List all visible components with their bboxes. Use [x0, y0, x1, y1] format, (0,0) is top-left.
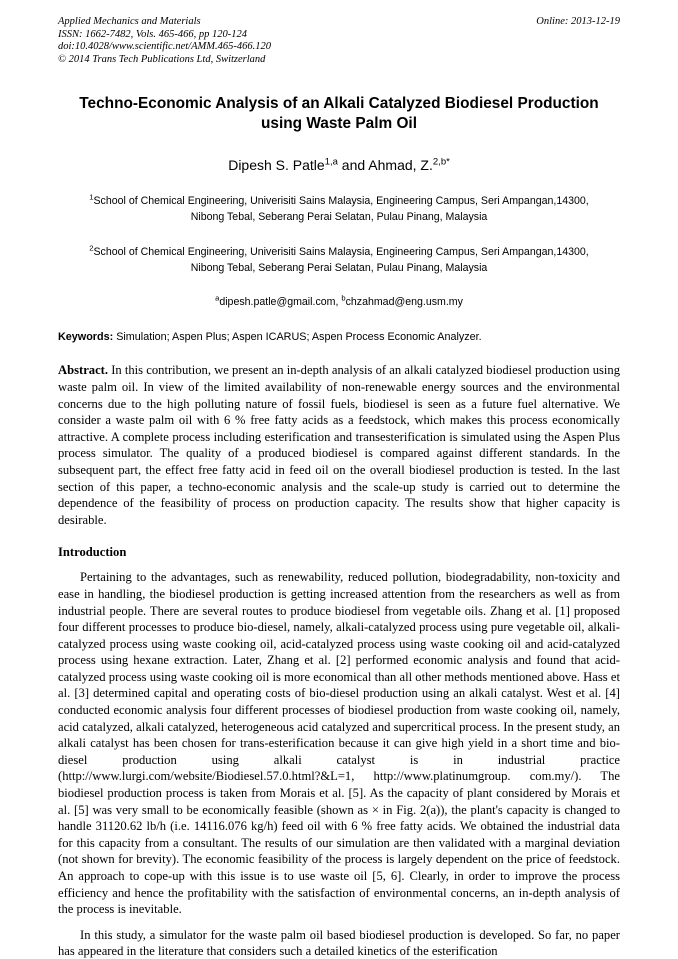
- journal-header: [58, 16, 620, 66]
- author-marker-2: 2,b*: [432, 156, 450, 168]
- journal-doi: doi:10.4028/www.scientific.net/AMM.465-466.120: [58, 41, 271, 53]
- author-marker-1: 1,a: [324, 156, 338, 168]
- email-marker-b: b: [341, 293, 346, 303]
- abstract-paragraph: [58, 362, 620, 528]
- abstract-label: Abstract.: [58, 363, 109, 378]
- affiliation-1: [88, 194, 590, 225]
- email-address-b[interactable]: chzahmad@eng.usm.my: [345, 296, 463, 309]
- paper-title-line-1: Techno-Economic Analysis of an Alkali Catalyzed Biodiesel Production: [79, 95, 599, 113]
- keywords-line: [58, 330, 620, 345]
- author-name-1: Dipesh S. Patle: [228, 157, 325, 174]
- affiliation-marker-2: 2: [89, 243, 94, 253]
- online-date: Online: 2013-12-19: [536, 16, 620, 27]
- introduction-paragraph-1: Pertaining to the advantages, such as renewability, reduced pollution, biodegradability, non-toxicity and ease in handling, the biodiesel production is getting increased attention from the researchers as well as from industrial people. There are several routes to produce biodiesel from vegetable oils. Zhang et al. [1] proposed four different processes to produce bio-diesel, namely, alkali-catalyzed process using pure vegetable oil, alkali-catalyzed process using waste cooking oil, acid-catalyzed process using waste cooking oil and acid-catalyzed process using hexane extraction. Later, Zhang et al. [2] performed economic analysis and found that acid-catalyzed process using waste cooking oil is more economical than all other methods mentioned above. Hass et al. [3] determined capital and operating costs of bio-diesel production using an alkali catalyst. West et al. [4] conducted economic analysis four different processes of biodiesel production from waste cooking oil, namely, acid catalyzed, alkali catalyzed, heterogeneous acid catalyzed and supercritical process. In the present study, an alkali catalyst has been chosen for trans-esterification because it can give high yield in a short time and bio-diesel production using alkali catalyst is in industrial practice (http://www.lurgi.com/website/Biodiesel.57.0.html?&L=1, http://www.platinumgroup. com.my/). The biodiesel production process is taken from Morais et al. [5]. As the capacity of plant considered by Morais et al. [5] was very small to be economically feasible (shown as × in Fig. 2(a)), the plant's capacity is changed to handle 31120.62 lb/h (i.e. 14116.076 kg/h) feed oil with 6 % free fatty acids. We obtained the industrial data for this capacity from a consultant. The results of our simulation are then validated with a marginal deviation (not shown for brevity). The economic feasibility of the process is largely dependent on the price of feedstock. An approach to cope-up with this issue is to use waste oil [5, 6]. Clearly, in order to improve the process efficiency and hence the profitability with the satisfaction of environmental concerns, an in-depth analysis of the process is inevitable.: [58, 570, 620, 917]
- email-marker-a: a: [215, 293, 220, 303]
- affiliation-2-line-2: Ampangan,14300, Nibong Tebal, Seberang Perai Selatan, Pulau Pinang, Malaysia: [190, 246, 589, 274]
- affiliation-1-line-2: Ampangan,14300, Nibong Tebal, Seberang Perai Selatan, Pulau Pinang, Malaysia: [190, 195, 589, 223]
- introduction-paragraph-2: In this study, a simulator for the waste palm oil based biodiesel production is developed. So far, no paper has appeared in the literature that considers such a detailed kinetics of the esterification: [58, 927, 620, 959]
- affiliation-1-line-1: School of Chemical Engineering, Univerisiti Sains Malaysia, Engineering Campus, Seri: [93, 195, 500, 208]
- page-title: [62, 94, 616, 134]
- abstract-text: In this contribution, we present an in-depth analysis of an alkali catalyzed biodiesel production using waste palm oil. In view of the limited availability of non-renewable energy sources and the environmental concerns due to the high polluting nature of fossil fuels, biodiesel is seen as a future fuel alternative. We consider a waste palm oil with 6 % free fatty acids as a feedstock, which makes this process economically attractive. A complete process including esterification and transesterification is simulated using the Aspen Plus process simulator. The quality of a produced biodiesel is compared against different standards. In the subsequent part, the effect free fatty acid in feed oil on the overall biodiesel production is tested. In the last section of this paper, a techno-economic analysis and the scale-up study is carried out to determine the dependence of the feasibility of process on production capacity. The results show that higher capacity is desirable.: [58, 363, 620, 527]
- email-address-a[interactable]: dipesh.patle@gmail.com,: [219, 296, 342, 309]
- journal-name: Applied Mechanics and Materials: [58, 16, 201, 27]
- keywords-value: Simulation; Aspen Plus; Aspen ICARUS; Aspen Process Economic Analyzer.: [113, 331, 482, 344]
- affiliation-marker-1: 1: [89, 192, 94, 202]
- paper-title-line-2: using Waste Palm Oil: [261, 115, 417, 133]
- affiliation-2: [88, 245, 590, 276]
- author-list: [58, 156, 620, 174]
- journal-copyright: © 2014 Trans Tech Publications Ltd, Switzerland: [58, 53, 266, 65]
- author-name-2: Ahmad, Z.: [368, 157, 433, 174]
- author-emails: [58, 295, 620, 310]
- author-conjunction: and: [337, 157, 369, 174]
- keywords-label: Keywords:: [58, 331, 114, 344]
- affiliation-2-line-1: School of Chemical Engineering, Univerisiti Sains Malaysia, Engineering Campus, Seri: [93, 246, 500, 259]
- section-heading-introduction: Introduction: [58, 545, 127, 560]
- journal-issn: ISSN: 1662-7482, Vols. 465-466, pp 120-124: [58, 28, 247, 40]
